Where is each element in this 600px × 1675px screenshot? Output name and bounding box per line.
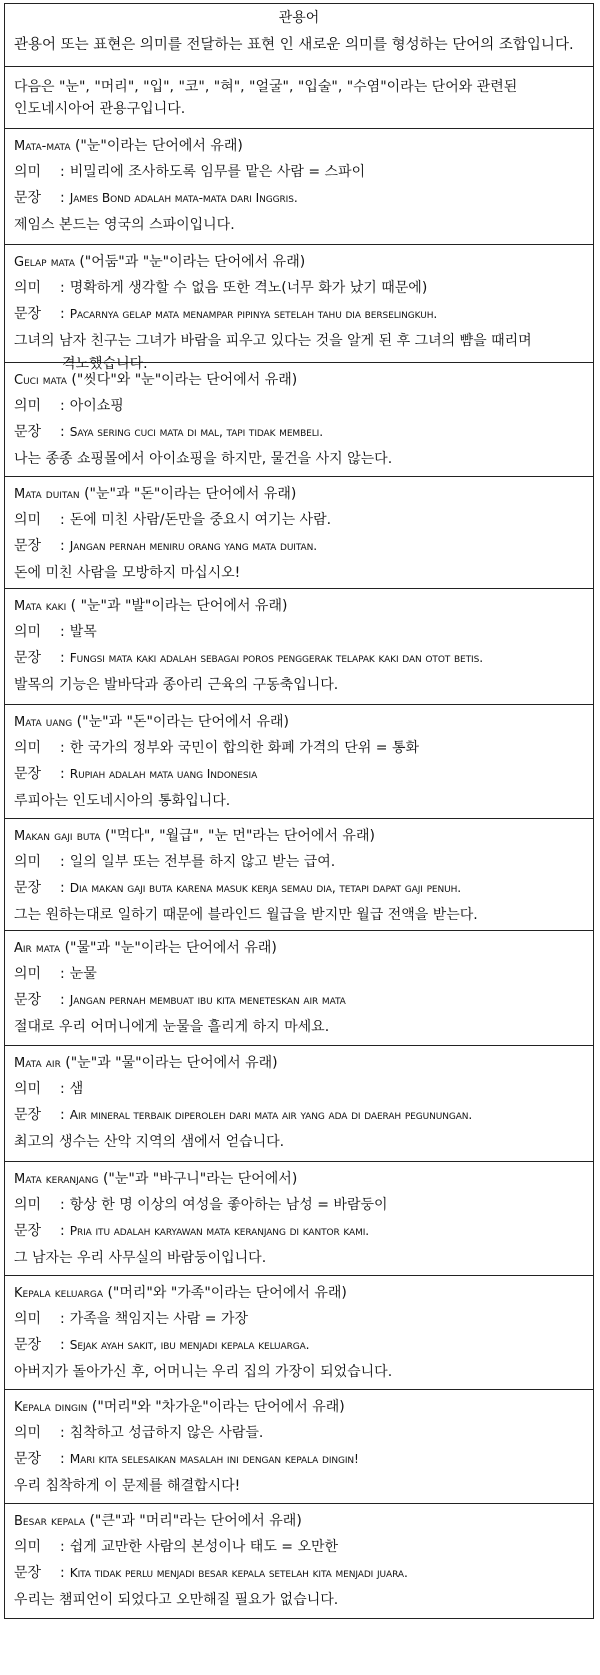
- meaning-label: 의미: [14, 1311, 42, 1327]
- colon: :: [60, 1425, 65, 1441]
- translation-text: [14, 904, 584, 927]
- example-sentence: Rupiah adalah mata uang Indonesia: [69, 767, 258, 781]
- translation-text: [14, 1016, 584, 1039]
- colon: :: [60, 1451, 65, 1467]
- idiom-heading: [14, 825, 584, 848]
- idiom-term: Cuci mata: [14, 373, 67, 388]
- translation-line-1: 루피아는 인도네시아의 통화입니다.: [14, 793, 231, 809]
- colon: :: [60, 1337, 65, 1353]
- idiom-heading: [14, 369, 584, 392]
- sentence-label: 문장: [14, 1337, 42, 1353]
- idiom-origin: ("눈"과 "돈"이라는 단어에서 유래): [79, 486, 297, 502]
- translation-text: [14, 1247, 584, 1270]
- colon: :: [60, 1565, 65, 1581]
- idiom-heading: [14, 251, 584, 274]
- colon: :: [60, 992, 65, 1008]
- translation-text: [14, 1475, 584, 1498]
- meaning-text: 샘: [69, 1081, 84, 1097]
- idiom-term: Air mata: [14, 941, 61, 956]
- sentence-row: [14, 989, 584, 1012]
- idiom-origin: ("머리"와 "가족"이라는 단어에서 유래): [103, 1285, 347, 1301]
- meaning-text: 항상 한 명 이상의 여성을 좋아하는 남성 = 바람둥이: [69, 1197, 388, 1213]
- translation-line-1: 우리 침착하게 이 문제를 해결합시다!: [14, 1478, 241, 1494]
- idiom-entry: [5, 245, 593, 372]
- idiom-entry: [5, 477, 593, 589]
- colon: :: [60, 740, 65, 756]
- sentence-label: 문장: [14, 1107, 42, 1123]
- example-sentence: Jangan pernah meniru orang yang mata duitan.: [69, 539, 318, 553]
- meaning-label: 의미: [14, 164, 42, 180]
- idiom-origin: ("어둠"과 "눈"이라는 단어에서 유래): [74, 254, 306, 270]
- meaning-label: 의미: [14, 512, 42, 528]
- colon: :: [60, 1223, 65, 1239]
- meaning-text: 가족을 책임지는 사람 = 가장: [69, 1311, 249, 1327]
- sentence-label: 문장: [14, 1451, 42, 1467]
- intro-line-2: 인도네시아어 관용구입니다.: [14, 101, 186, 117]
- sentence-row: [14, 535, 584, 558]
- idiom-heading: [14, 937, 584, 960]
- translation-text: [14, 1589, 584, 1612]
- meaning-text: 한 국가의 정부와 국민이 합의한 화폐 가격의 단위 = 통화: [69, 740, 420, 756]
- colon: :: [60, 1081, 65, 1097]
- meaning-row: [14, 395, 584, 418]
- meaning-label: 의미: [14, 398, 42, 414]
- meaning-row: [14, 161, 584, 184]
- meaning-label: 의미: [14, 1539, 42, 1555]
- sentence-label: 문장: [14, 880, 42, 896]
- idiom-entry: [5, 363, 593, 477]
- colon: :: [60, 538, 65, 554]
- meaning-label: 의미: [14, 1425, 42, 1441]
- example-sentence: Mari kita selesaikan masalah ini dengan kepala dingin!: [69, 1452, 359, 1466]
- idiom-term: Kepala keluarga: [14, 1286, 104, 1301]
- example-sentence: Fungsi mata kaki adalah sebagai poros penggerak telapak kaki dan otot betis.: [69, 651, 483, 665]
- meaning-label: 의미: [14, 740, 42, 756]
- page-description: 관용어 또는 표현은 의미를 전달하는 표현 인 새로운 의미를 형성하는 단어의 조합입니다.: [14, 37, 574, 53]
- idiom-term: Mata kaki: [14, 599, 67, 614]
- translation-text: [14, 214, 584, 237]
- idiom-heading: [14, 1282, 584, 1305]
- meaning-text: 비밀리에 조사하도록 임무를 맡은 사람 = 스파이: [69, 164, 366, 180]
- idiom-entry: [5, 589, 593, 705]
- idiom-term: Kepala dingin: [14, 1400, 88, 1415]
- meaning-label: 의미: [14, 966, 42, 982]
- idiom-entry: [5, 1390, 593, 1504]
- idiom-term: Besar kepala: [14, 1514, 86, 1529]
- meaning-label: 의미: [14, 624, 42, 640]
- translation-line-1: 절대로 우리 어머니에게 눈물을 흘리게 하지 마세요.: [14, 1019, 330, 1035]
- colon: :: [60, 966, 65, 982]
- colon: :: [60, 1107, 65, 1123]
- sentence-row: [14, 421, 584, 444]
- meaning-row: [14, 277, 584, 300]
- translation-line-1: 돈에 미친 사람을 모방하지 마십시오!: [14, 565, 241, 581]
- idiom-origin: ("머리"와 "차가운"이라는 단어에서 유래): [87, 1399, 345, 1415]
- idiom-entry: [5, 819, 593, 931]
- meaning-label: 의미: [14, 1081, 42, 1097]
- translation-line-1: 나는 종종 쇼핑몰에서 아이쇼핑을 하지만, 물건을 사지 않는다.: [14, 451, 393, 467]
- sentence-row: [14, 647, 584, 670]
- colon: :: [60, 398, 65, 414]
- meaning-row: [14, 1422, 584, 1445]
- idiom-heading: [14, 1510, 584, 1533]
- meaning-row: [14, 1194, 584, 1217]
- translation-text: [14, 790, 584, 813]
- sentence-row: [14, 877, 584, 900]
- idiom-origin: ("큰"과 "머리"라는 단어에서 유래): [85, 1513, 302, 1529]
- idiom-entry: [5, 1162, 593, 1276]
- sentence-row: [14, 303, 584, 326]
- idiom-heading: [14, 595, 584, 618]
- meaning-row: [14, 737, 584, 760]
- sentence-row: [14, 1334, 584, 1357]
- idiom-heading: [14, 711, 584, 734]
- sentence-row: [14, 1220, 584, 1243]
- sentence-label: 문장: [14, 538, 42, 554]
- colon: :: [60, 424, 65, 440]
- idiom-heading: [14, 483, 584, 506]
- translation-line-1: 그는 원하는대로 일하기 때문에 블라인드 월급을 받지만 월급 전액을 받는다.: [14, 907, 478, 923]
- idiom-term: Mata duitan: [14, 487, 80, 502]
- translation-line-1: 발목의 기능은 발바닥과 종아리 근육의 구동축입니다.: [14, 677, 339, 693]
- translation-line-1: 최고의 생수는 산악 지역의 샘에서 얻습니다.: [14, 1134, 285, 1150]
- idiom-term: Makan gaji buta: [14, 829, 101, 844]
- sentence-label: 문장: [14, 766, 42, 782]
- translation-text: [14, 448, 584, 471]
- meaning-row: [14, 621, 584, 644]
- translation-text: [14, 1131, 584, 1154]
- idiom-term: Mata air: [14, 1056, 61, 1071]
- colon: :: [60, 650, 65, 666]
- idiom-term: Mata uang: [14, 715, 73, 730]
- meaning-text: 침착하고 성급하지 않은 사람들.: [69, 1425, 264, 1441]
- example-sentence: Air mineral terbaik diperoleh dari mata air yang ada di daerah pegunungan.: [69, 1108, 473, 1122]
- idiom-heading: [14, 135, 584, 158]
- sentence-label: 문장: [14, 424, 42, 440]
- idiom-term: Mata keranjang: [14, 1172, 99, 1187]
- translation-text: [14, 1361, 584, 1384]
- meaning-text: 아이쇼핑: [69, 398, 124, 414]
- colon: :: [60, 1539, 65, 1555]
- idiom-heading: [14, 1396, 584, 1419]
- colon: :: [60, 1197, 65, 1213]
- idiom-term: Gelap mata: [14, 255, 75, 270]
- meaning-row: [14, 1536, 584, 1559]
- idiom-entry: [5, 129, 593, 245]
- meaning-label: 의미: [14, 280, 42, 296]
- idiom-origin: ( "눈"과 "발"이라는 단어에서 유래): [66, 598, 288, 614]
- idiom-entry: [5, 1276, 593, 1390]
- colon: :: [60, 164, 65, 180]
- idiom-origin: ("물"과 "눈"이라는 단어에서 유래): [60, 940, 277, 956]
- translation-line-1: 아버지가 돌아가신 후, 어머니는 우리 집의 가장이 되었습니다.: [14, 1364, 393, 1380]
- meaning-label: 의미: [14, 854, 42, 870]
- sentence-label: 문장: [14, 1565, 42, 1581]
- meaning-text: 쉽게 교만한 사람의 본성이나 태도 = 오만한: [69, 1539, 339, 1555]
- sentence-label: 문장: [14, 1223, 42, 1239]
- meaning-text: 눈물: [69, 966, 97, 982]
- example-sentence: Saya sering cuci mata di mal, tapi tidak membeli.: [69, 425, 323, 439]
- colon: :: [60, 624, 65, 640]
- page-title: 관용어: [278, 10, 320, 26]
- meaning-text: 명확하게 생각할 수 없음 또한 격노(너무 화가 났기 때문에): [69, 280, 428, 296]
- sentence-label: 문장: [14, 306, 42, 322]
- translation-line-1: 그녀의 남자 친구는 그녀가 바람을 피우고 있다는 것을 알게 된 후 그녀의 뺨을 때리며: [14, 333, 532, 349]
- meaning-row: [14, 1078, 584, 1101]
- meaning-row: [14, 851, 584, 874]
- intro-line-1: 다음은 "눈", "머리", "입", "코", "혀", "얼굴", "입술", "수염"이라는 단어와 관련된: [14, 79, 518, 95]
- translation-line-1: 제임스 본드는 영국의 스파이입니다.: [14, 217, 235, 233]
- translation-line-1: 우리는 챔피언이 되었다고 오만해질 필요가 없습니다.: [14, 1592, 339, 1608]
- idiom-entry: [5, 705, 593, 819]
- sentence-row: [14, 1562, 584, 1585]
- colon: :: [60, 766, 65, 782]
- example-sentence: Sejak ayah sakit, ibu menjadi kepala keluarga.: [69, 1338, 310, 1352]
- sentence-row: [14, 187, 584, 210]
- idiom-document: [4, 3, 594, 1619]
- example-sentence: Dia makan gaji buta karena masuk kerja semau dia, tetapi dapat gaji penuh.: [69, 881, 462, 895]
- idiom-origin: ("씻다"와 "눈"이라는 단어에서 유래): [66, 372, 298, 388]
- idiom-origin: ("눈"과 "물"이라는 단어에서 유래): [60, 1055, 278, 1071]
- sentence-row: [14, 1448, 584, 1471]
- meaning-text: 발목: [69, 624, 97, 640]
- meaning-row: [14, 963, 584, 986]
- meaning-row: [14, 1308, 584, 1331]
- translation-line-2: 격노했습니다.: [62, 356, 148, 372]
- colon: :: [60, 854, 65, 870]
- idiom-origin: ("눈"과 "바구니"라는 단어에서): [98, 1171, 298, 1187]
- idiom-entry: [5, 931, 593, 1046]
- sentence-row: [14, 763, 584, 786]
- idiom-list: [5, 129, 593, 1618]
- colon: :: [60, 306, 65, 322]
- idiom-origin: ("먹다", "월급", "눈 먼"라는 단어에서 유래): [100, 828, 375, 844]
- idiom-heading: [14, 1168, 584, 1191]
- idiom-origin: ("눈"과 "돈"이라는 단어에서 유래): [72, 714, 289, 730]
- example-sentence: Pacarnya gelap mata menampar pipinya setelah tahu dia berselingkuh.: [69, 307, 438, 321]
- translation-text: [14, 674, 584, 697]
- intro-section: [5, 67, 593, 129]
- header-section: [5, 4, 593, 67]
- sentence-label: 문장: [14, 190, 42, 206]
- colon: :: [60, 880, 65, 896]
- example-sentence: Jangan pernah membuat ibu kita meneteskan air mata: [69, 993, 346, 1007]
- example-sentence: Pria itu adalah karyawan mata keranjang di kantor kami.: [69, 1224, 370, 1238]
- example-sentence: Kita tidak perlu menjadi besar kepala setelah kita menjadi juara.: [69, 1566, 408, 1580]
- translation-line-1: 그 남자는 우리 사무실의 바람둥이입니다.: [14, 1250, 267, 1266]
- meaning-text: 일의 일부 또는 전부를 하지 않고 받는 급여.: [69, 854, 336, 870]
- meaning-text: 돈에 미친 사람/돈만을 중요시 여기는 사람.: [69, 512, 332, 528]
- idiom-origin: ("눈"이라는 단어에서 유래): [70, 138, 243, 154]
- meaning-label: 의미: [14, 1197, 42, 1213]
- idiom-heading: [14, 1052, 584, 1075]
- idiom-entry: [5, 1504, 593, 1618]
- idiom-entry: [5, 1046, 593, 1162]
- sentence-label: 문장: [14, 650, 42, 666]
- colon: :: [60, 280, 65, 296]
- colon: :: [60, 512, 65, 528]
- example-sentence: James Bond adalah mata-mata dari Inggris.: [69, 191, 298, 205]
- sentence-label: 문장: [14, 992, 42, 1008]
- colon: :: [60, 1311, 65, 1327]
- meaning-row: [14, 509, 584, 532]
- idiom-term: Mata-mata: [14, 139, 71, 154]
- colon: :: [60, 190, 65, 206]
- sentence-row: [14, 1104, 584, 1127]
- translation-text: [14, 562, 584, 585]
